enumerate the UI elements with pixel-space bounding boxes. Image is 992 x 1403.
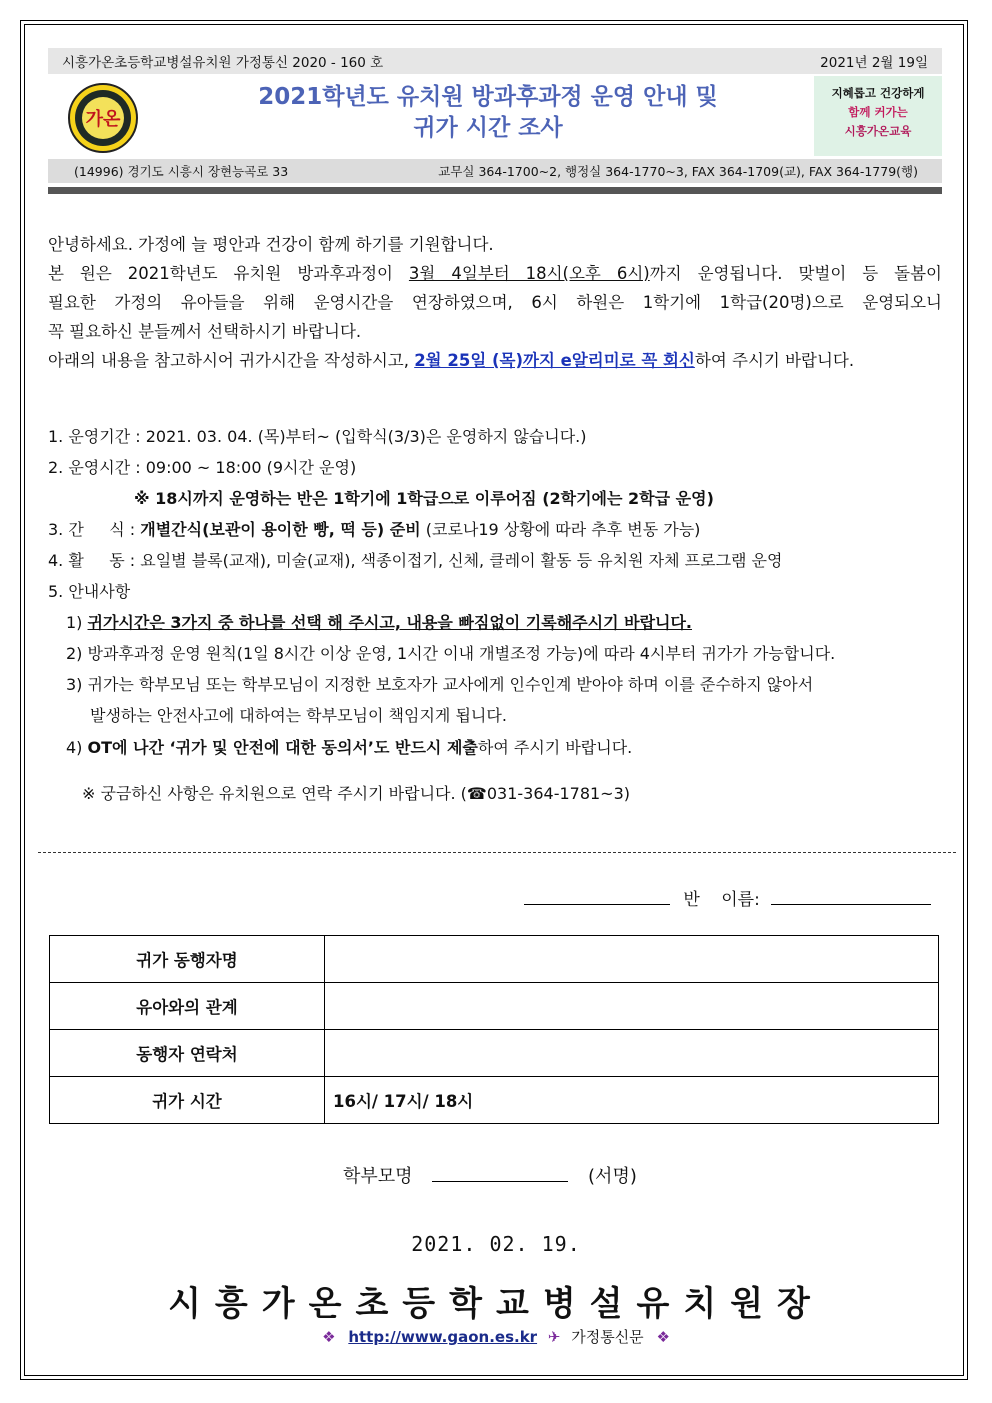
intro-line-3: 필요한 가정의 유아들을 위해 운영시간을 연장하였으며, 6시 하원은 1학기에 1학급(20명)으로 운영되오니: [48, 293, 942, 312]
signature-label: (서명): [588, 1166, 637, 1187]
contact-note: ※ 궁금하신 사항은 유치원으로 연락 주시기 바랍니다. (☎031-364-1781~3): [82, 784, 631, 803]
intro-line-4: 꼭 필요하신 분들께서 선택하시기 바랍니다.: [48, 322, 362, 341]
notice-3-cont: 발생하는 안전사고에 대하여는 학부모님이 책임지게 됩니다.: [90, 706, 507, 725]
table-row: [50, 983, 939, 1030]
footer-label: 가정통신문: [571, 1328, 644, 1346]
class-blank[interactable]: [524, 886, 670, 905]
name-blank[interactable]: [771, 886, 931, 905]
title-block: [48, 76, 942, 158]
header-divider: [48, 187, 942, 194]
notice-2: 2) 방과후과정 운영 원칙(1일 8시간 이상 운영, 1시간 이내 개별조정 가능)에 따라 4시부터 귀가가 가능합니다.: [66, 644, 836, 663]
newsletter-header-bar: [48, 48, 942, 74]
school-principal-title: 시흥가온초등학교병설유치원장: [168, 1284, 824, 1324]
table-row: [50, 1077, 939, 1124]
notice-4: 4) OT에 나간 ‘귀가 및 안전에 대한 동의서’도 반드시 제출하여 주시기 바랍니다.: [66, 738, 633, 757]
class-label: 반: [683, 890, 700, 910]
table-row: [50, 1030, 939, 1077]
start-date-highlight: 3월 4일부터 18시(오후 6시): [408, 264, 650, 283]
parent-name-blank[interactable]: [432, 1163, 568, 1182]
school-slogan: 지혜롭고 건강하게 함께 커가는 시흥가온교육: [814, 76, 942, 156]
newsletter-number: 시흥가온초등학교병설유치원 가정통신 2020 - 160 호: [62, 55, 384, 71]
airplane-icon: ✈: [547, 1328, 561, 1346]
office-contacts: 교무실 364-1700~2, 행정실 364-1770~3, FAX 364-1709(교), FAX 364-1779(행): [438, 164, 918, 179]
item-period: 1. 운영기간 : 2021. 03. 04. (목)부터~ (입학식(3/3)은 운영하지 않습니다.): [48, 427, 587, 446]
class-name-line: [524, 885, 931, 910]
item-hours: 2. 운영시간 : 09:00 ~ 18:00 (9시간 운영): [48, 458, 357, 477]
diamond-icon: ❖: [656, 1328, 670, 1346]
issue-date: 2021년 2월 19일: [820, 55, 928, 71]
school-logo-text: 가온: [82, 97, 124, 139]
document-title: 2021학년도 유치원 방과후과정 운영 안내 및 귀가 시간 조사: [258, 84, 718, 141]
school-logo: [68, 83, 138, 153]
name-label: 이름:: [721, 890, 760, 910]
parent-name-label: 학부모명: [343, 1166, 413, 1187]
companion-contact-label: 동행자 연락처: [50, 1030, 325, 1077]
cut-line: [38, 852, 956, 853]
relationship-label: 유아와의 관계: [50, 983, 325, 1030]
reply-deadline-link[interactable]: 2월 25일 (목)까지 e알리미로 꼭 회신: [414, 351, 695, 370]
intro-line-5: 아래의 내용을 참고하시어 귀가시간을 작성하시고, 2월 25일 (목)까지 e알리미로 꼭 회신하여 주시기 바랍니다.: [48, 351, 855, 370]
item-activities: 4. 활 동 : 요일별 블록(교재), 미술(교재), 색종이접기, 신체, 클레이 활동 등 유치원 자체 프로그램 운영: [48, 551, 783, 570]
greeting-line: 안녕하세요. 가정에 늘 평안과 건강이 함께 하기를 기원합니다.: [48, 235, 494, 254]
companion-name-field[interactable]: [325, 936, 939, 983]
item-notices-heading: 5. 안내사항: [48, 582, 131, 601]
return-time-label: 귀가 시간: [50, 1077, 325, 1124]
item-snack: 3. 간 식 : 개별간식(보관이 용이한 빵, 떡 등) 준비 (코로나19 상황에 따라 추후 변동 가능): [48, 520, 701, 539]
school-address: (14996) 경기도 시흥시 장현능곡로 33: [74, 164, 289, 179]
companion-contact-field[interactable]: [325, 1030, 939, 1077]
table-row: [50, 936, 939, 983]
notice-1: 1) 귀가시간은 3가지 중 하나를 선택 해 주시고, 내용을 빠짐없이 기록해주시기 바랍니다.: [66, 613, 693, 632]
relationship-field[interactable]: [325, 983, 939, 1030]
diamond-icon: ❖: [322, 1328, 336, 1346]
return-info-table: [49, 935, 939, 1124]
intro-line-2: 본 원은 2021학년도 유치원 방과후과정이 3월 4일부터 18시(오후 6시)까지 운영됩니다. 맞벌이 등 돌봄이: [48, 264, 942, 283]
item-hours-note: ※ 18시까지 운영하는 반은 1학기에 1학급으로 이루어짐 (2학기에는 2학급 운영): [134, 489, 714, 508]
parent-signature-line: [343, 1162, 637, 1188]
school-website-link[interactable]: http://www.gaon.es.kr: [348, 1328, 538, 1346]
closing-date: 2021. 02. 19.: [411, 1232, 581, 1256]
notice-3: 3) 귀가는 학부모님 또는 학부모님이 지정한 보호자가 교사에게 인수인계 받아야 하며 이를 준수하지 않아서: [66, 675, 814, 694]
footer: [0, 1326, 992, 1347]
return-time-options[interactable]: 16시/ 17시/ 18시: [325, 1077, 939, 1124]
address-bar: [48, 159, 942, 183]
companion-name-label: 귀가 동행자명: [50, 936, 325, 983]
